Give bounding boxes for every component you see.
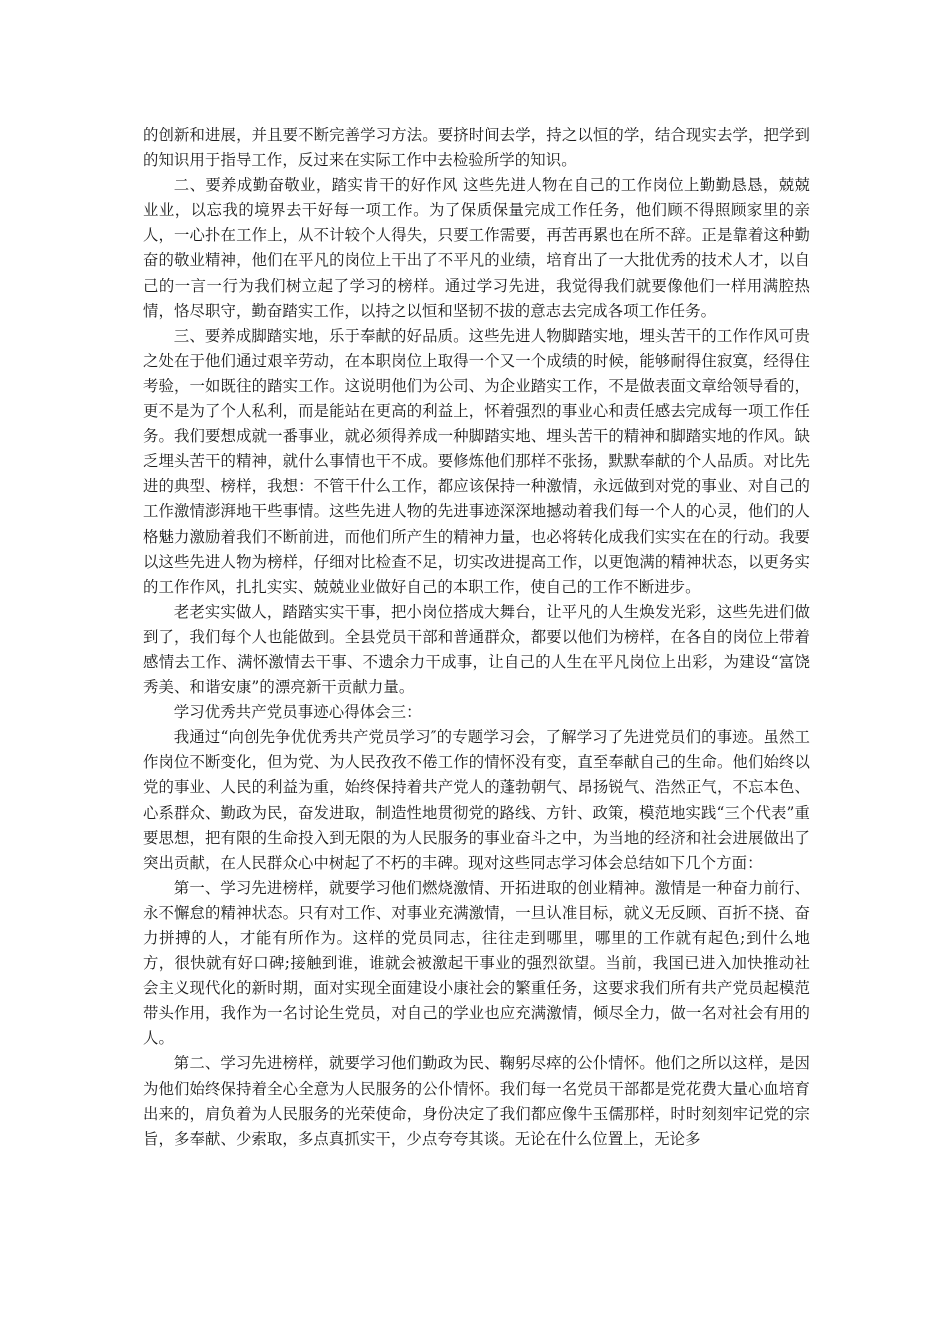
- document-body: [143, 123, 810, 1152]
- paragraph-point-two: 第二、学习先进榜样，就要学习他们勤政为民、鞠躬尽瘁的公仆情怀。他们之所以这样，是因为他们始终保持着全心全意为人民服务的公仆情怀。我们每一名党员干部都是党花费大量心血培育出来的，肩负着为人民服务的光荣使命，身份决定了我们都应像牛玉儒那样，时时刻刻牢记党的宗旨，多奉献、少索取，多点真抓实干，少点夸夸其谈。无论在什么位置上，无论多: [143, 1054, 810, 1148]
- paragraph-section-three: 三、要养成脚踏实地，乐于奉献的好品质。这些先进人物脚踏实地，埋头苦干的工作作风可贵之处在于他们通过艰辛劳动，在本职岗位上取得一个又一个成绩的时候，能够耐得住寂寞，经得住考验，一如既往的踏实工作。这说明他们为公司、为企业踏实工作，不是做表面文章给领导看的，更不是为了个人私利，而是能站在更高的利益上，怀着强烈的事业心和责任感去完成每一项工作任务。我们要想成就一番事业，就必须得养成一种脚踏实地、埋头苦干的精神和脚踏实地的作风。缺乏埋头苦干的精神，就什么事情也干不成。要修炼他们那样不张扬，默默奉献的个人品质。对比先进的典型、榜样，我想：不管干什么工作，都应该保持一种激情，永远做到对党的事业、对自己的工作激情澎湃地干些事情。这些先进人物的先进事迹深深地撼动着我们每一个人的心灵，他们的人格魅力激励着我们不断前进，而他们所产生的精神力量，也必将转化成我们实实在在的行动。我要以这些先进人物为榜样，仔细对比检查不足，切实改进提高工作，以更饱满的精神状态，以更务实的工作作风，扎扎实实、兢兢业业做好自己的本职工作，使自己的工作不断进步。: [143, 326, 810, 596]
- paragraph-point-one: 第一、学习先进榜样，就要学习他们燃烧激情、开拓进取的创业精神。激情是一种奋力前行、永不懈怠的精神状态。只有对工作、对事业充满激情，一旦认准目标，就义无反顾、百折不挠、奋力拼搏的人，才能有所作为。这样的党员同志，往往走到哪里，哪里的工作就有起色;到什么地方，很快就有好口碑;接触到谁，谁就会被激起干事业的强烈欲望。当前，我国已进入加快推动社会主义现代化的新时期，面对实现全面建设小康社会的繁重任务，这要求我们所有共产党员起模范带头作用，我作为一名讨论生党员，对自己的学业也应充满激情，倾尽全力，做一名对社会有用的人。: [143, 878, 810, 1048]
- paragraph-summary: 老老实实做人，踏踏实实干事，把小岗位搭成大舞台，让平凡的人生焕发光彩，这些先进们做到了，我们每个人也能做到。全县党员干部和普通群众，都要以他们为榜样，在各自的岗位上带着感情去工作、满怀激情去干事、不遗余力干成事，让自己的人生在平凡岗位上出彩，为建设“富饶秀美、和谐安康”的漂亮新干贡献力量。: [143, 602, 810, 697]
- paragraph-section-two: 二、要养成勤奋敬业，踏实肯干的好作风 这些先进人物在自己的工作岗位上勤勤恳恳，兢兢业业，以忘我的境界去干好每一项工作。为了保质保量完成工作任务，他们顾不得照顾家里的亲人，一心扑在工作上，从不计较个人得失，只要工作需要，再苦再累也在所不辞。正是靠着这种勤奋的敬业精神，他们在平凡的岗位上干出了不平凡的业绩，培育出了一大批优秀的技术人才，以自己的一言一行为我们树立起了学习的榜样。通过学习先进，我觉得我们就要像他们一样用满腔热情，恪尽职守，勤奋踏实工作，以持之以恒和坚韧不拔的意志去完成各项工作任务。: [143, 176, 810, 320]
- paragraph-continuation: 的创新和进展，并且要不断完善学习方法。要挤时间去学，持之以恒的学，结合现实去学，把学到的知识用于指导工作，反过来在实际工作中去检验所学的知识。: [143, 126, 810, 170]
- section-heading: 学习优秀共产党员事迹心得体会三：: [173, 703, 422, 722]
- paragraph-intro: 我通过“向创先争优优秀共产党员学习″的专题学习会，了解学习了先进党员们的事迹。虽然工作岗位不断变化，但为党、为人民孜孜不倦工作的情怀没有变，直至奉献自己的生命。他们始终以党的事业、人民的利益为重，始终保持着共产党人的蓬勃朝气、昂扬锐气、浩然正气，不忘本色、心系群众、勤政为民，奋发进取，制造性地贯彻党的路线、方针、政策，模范地实践“三个代表”重要思想，把有限的生命投入到无限的为人民服务的事业奋斗之中，为当地的经济和社会进展做出了突出贡献，在人民群众心中树起了不朽的丰碑。现对这些同志学习体会总结如下几个方面：: [143, 728, 810, 872]
